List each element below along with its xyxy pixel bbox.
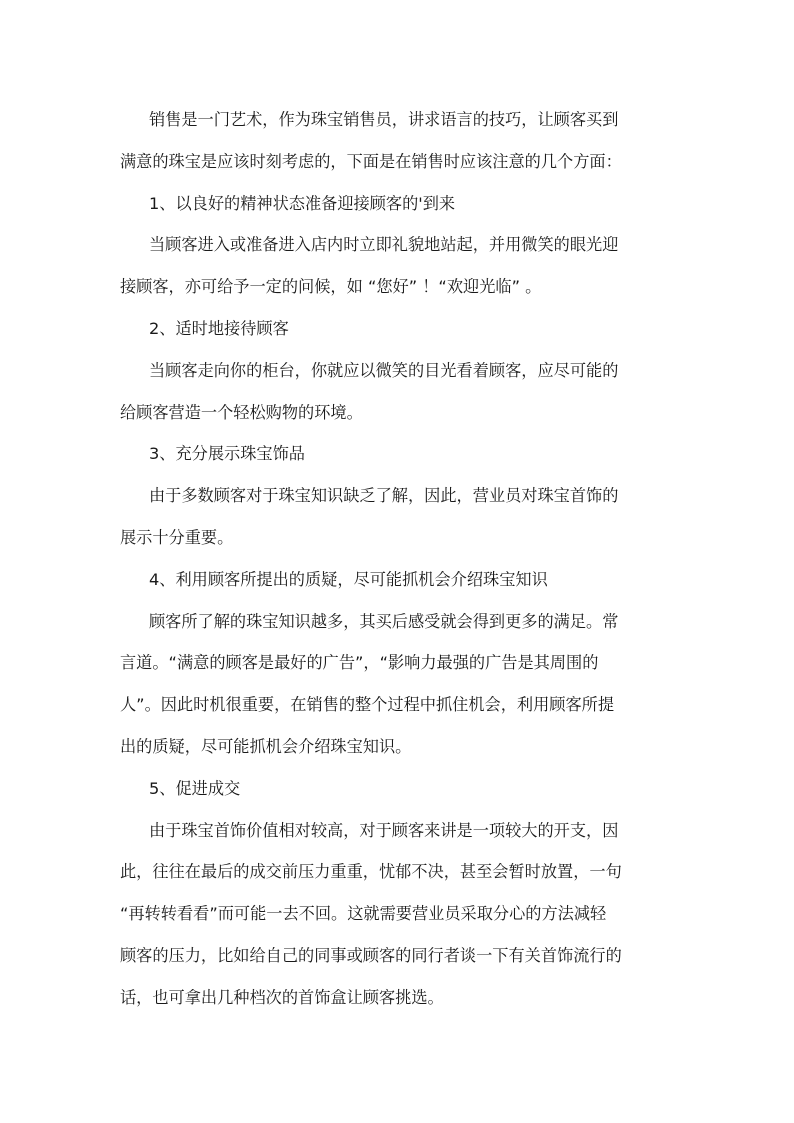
text-line: “再转转看看”而可能一去不回。这就需要营业员采取分心的方法减轻 xyxy=(120,904,607,924)
text-line: 销售是一门艺术，作为珠宝销售员，讲求语言的技巧，让顾客买到 xyxy=(149,110,619,129)
text-line: 人”。因此时机很重要，在销售的整个过程中抓住机会，利用顾客所提 xyxy=(120,695,615,715)
section-heading: 4、利用顾客所提出的质疑，尽可能抓机会介绍珠宝知识 xyxy=(149,569,548,589)
text-line: 此，往往在最后的成交前压力重重，忧郁不决，甚至会暂时放置，一句 xyxy=(120,862,622,882)
text-line: 由于多数顾客对于珠宝知识缺乏了解，因此，营业员对珠宝首饰的 xyxy=(149,486,619,506)
text-line: 顾客所了解的珠宝知识越多，其买后感受就会得到更多的满足。常 xyxy=(149,611,619,631)
text-line: 展示十分重要。 xyxy=(120,527,234,547)
text-line: 话，也可拿出几种档次的首饰盒让顾客挑选。 xyxy=(120,987,444,1007)
text-line: 给顾客营造一个轻松购物的环境。 xyxy=(120,402,363,422)
text-line: 当顾客走向你的柜台，你就应以微笑的目光看着顾客，应尽可能的 xyxy=(149,360,619,380)
text-line: 言道。“满意的顾客是最好的广告”，“影响力最强的广告是其周围的 xyxy=(120,653,599,673)
text-line: 接顾客，亦可给予一定的问候，如 “您好” ！“欢迎光临” 。 xyxy=(120,277,542,297)
document-body xyxy=(120,99,675,1019)
text-line: 出的质疑，尽可能抓机会介绍珠宝知识。 xyxy=(120,736,412,756)
text-line: 由于珠宝首饰价值相对较高，对于顾客来讲是一项较大的开支，因 xyxy=(149,820,619,840)
section-heading: 2、适时地接待顾客 xyxy=(149,318,289,338)
section-heading: 1、以良好的精神状态准备迎接顾客的'到来 xyxy=(149,193,456,213)
section-heading: 5、促进成交 xyxy=(149,778,241,798)
text-line: 满意的珠宝是应该时刻考虑的，下面是在销售时应该注意的几个方面： xyxy=(120,151,622,171)
section-heading: 3、充分展示珠宝饰品 xyxy=(149,444,305,464)
text-line: 当顾客进入或准备进入店内时立即礼貌地站起，并用微笑的眼光迎 xyxy=(149,235,619,255)
text-line: 顾客的压力，比如给自己的同事或顾客的同行者谈一下有关首饰流行的 xyxy=(120,945,622,965)
